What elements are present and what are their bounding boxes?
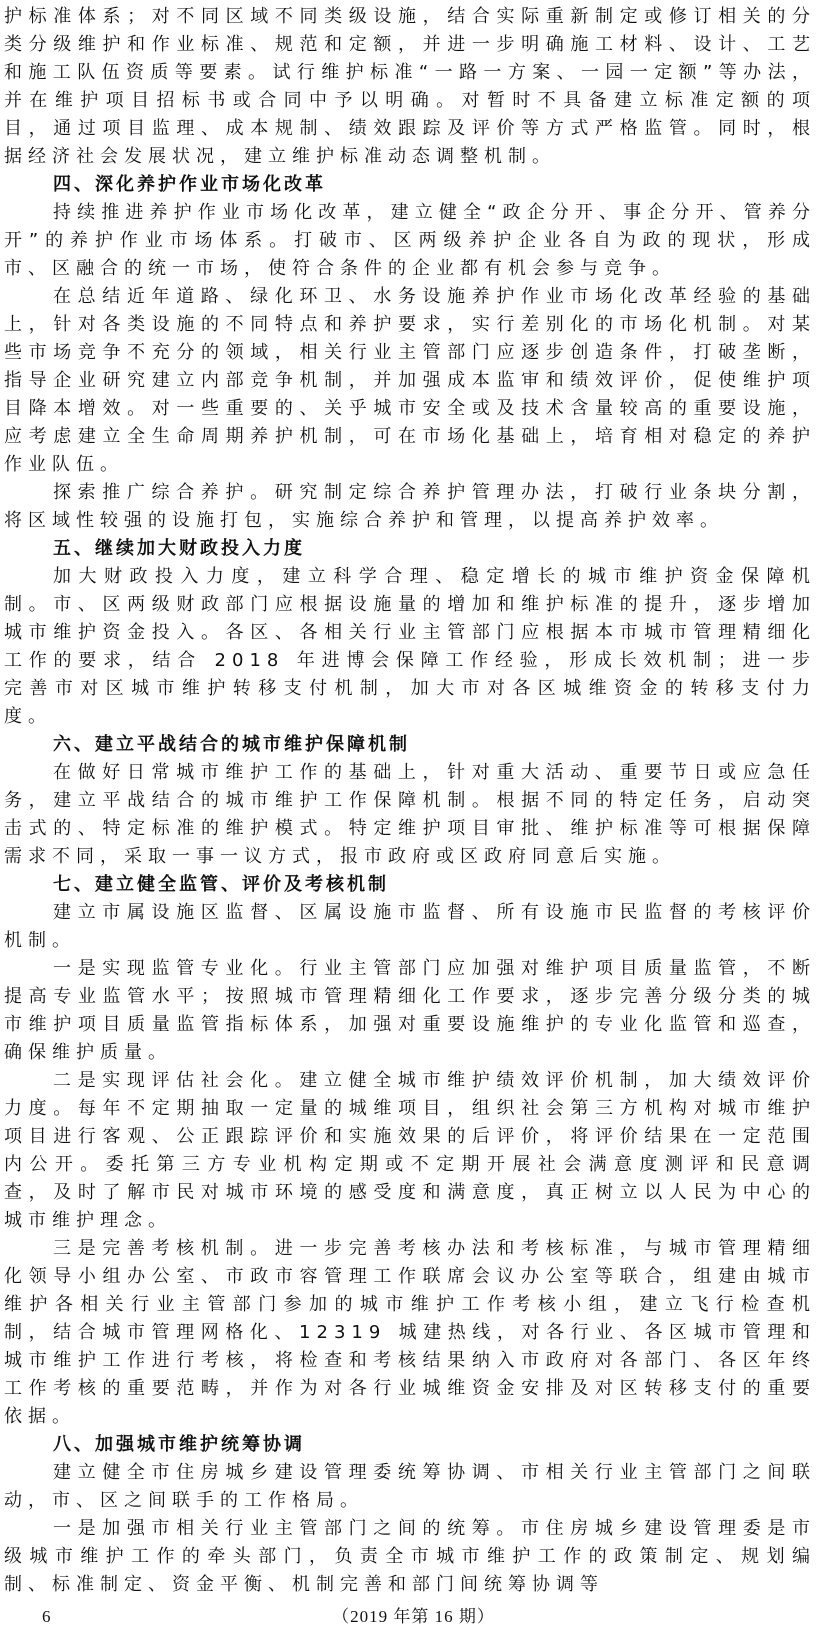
paragraph: 在做好日常城市维护工作的基础上，针对重大活动、重要节日或应急任务，建立平战结合的城市维护工作保障机制。根据不同的特定任务，启动突击式的、特定标准的维护模式。特定维护项目审批、维护标准等可根据保障需求不同，采取一事一议方式，报市政府或区政府同意后实施。 — [4, 762, 816, 867]
section-heading: 五、继续加大财政投入力度 — [53, 538, 305, 559]
section-heading: 四、深化养护作业市场化改革 — [53, 174, 326, 195]
page-footer — [0, 1605, 827, 1633]
section-heading: 六、建立平战结合的城市维护保障机制 — [53, 734, 410, 755]
paragraph: 一是加强市相关行业主管部门之间的统筹。市住房城乡建设管理委是市级城市维护工作的牵头部门，负责全市城市维护工作的政策制定、规划编制、标准制定、资金平衡、机制完善和部门间统筹协调等 — [4, 1518, 816, 1595]
issue-label: （2019 年第 16 期） — [332, 1607, 495, 1626]
paragraph: 探索推广综合养护。研究制定综合养护管理办法，打破行业条块分割，将区域性较强的设施打包，实施综合养护和管理，以提高养护效率。 — [4, 482, 816, 531]
paragraph: 在总结近年道路、绿化环卫、水务设施养护作业市场化改革经验的基础上，针对各类设施的不同特点和养护要求，实行差别化的市场化机制。对某些市场竞争不充分的领域，相关行业主管部门应逐步创造条件，打破垄断，指导企业研究建立内部竞争机制，并加强成本监审和绩效评价，促使维护项目降本增效。对一些重要的、关乎城市安全或及技术含量较高的重要设施，应考虑建立全生命周期养护机制，可在市场化基础上，培育相对稳定的养护作业队伍。 — [4, 286, 816, 475]
paragraph: 建立健全市住房城乡建设管理委统筹协调、市相关行业主管部门之间联动，市、区之间联手的工作格局。 — [4, 1462, 816, 1511]
paragraph: 三是完善考核机制。进一步完善考核办法和考核标准，与城市管理精细化领导小组办公室、市政市容管理工作联席会议办公室等联合，组建由城市维护各相关行业主管部门参加的城市维护工作考核小组，建立飞行检查机制，结合城市管理网格化、12319 城建热线，对各行业、各区城市管理和城市维护工作进行考核，将检查和考核结果纳入市政府对各部门、各区年终工作考核的重要范畴，并作为对各行业城维资金安排及对区转移支付的重要依据。 — [4, 1238, 816, 1427]
document-body — [4, 0, 816, 1599]
paragraph: 护标准体系；对不同区域不同类级设施，结合实际重新制定或修订相关的分类分级维护和作业标准、规范和定额，并进一步明确施工材料、设计、工艺和施工队伍资质等要素。试行维护标准“一路一方案、一园一定额”等办法，并在维护项目招标书或合同中予以明确。对暂时不具备建立标准定额的项目，通过项目监理、成本规制、绩效跟踪及评价等方式严格监管。同时，根据经济社会发展状况，建立维护标准动态调整机制。 — [4, 6, 816, 167]
section-heading: 七、建立健全监管、评价及考核机制 — [53, 874, 389, 895]
paragraph: 持续推进养护作业市场化改革，建立健全“政企分开、事企分开、管养分开”的养护作业市场体系。打破市、区两级养护企业各自为政的现状，形成市、区融合的统一市场，使符合条件的企业都有机会参与竞争。 — [4, 202, 816, 279]
paragraph: 一是实现监管专业化。行业主管部门应加强对维护项目质量监管，不断提高专业监管水平；按照城市管理精细化工作要求，逐步完善分级分类的城市维护项目质量监管指标体系，加强对重要设施维护的专业化监管和巡查，确保维护质量。 — [4, 958, 816, 1063]
paragraph: 建立市属设施区监督、区属设施市监督、所有设施市民监督的考核评价机制。 — [4, 902, 816, 951]
paragraph: 二是实现评估社会化。建立健全城市维护绩效评价机制，加大绩效评价力度。每年不定期抽取一定量的城维项目，组织社会第三方机构对城市维护项目进行客观、公正跟踪评价和实施效果的后评价，将评价结果在一定范围内公开。委托第三方专业机构定期或不定期开展社会满意度测评和民意调查，及时了解市民对城市环境的感受度和满意度，真正树立以人民为中心的城市维护理念。 — [4, 1070, 816, 1231]
paragraph: 加大财政投入力度，建立科学合理、稳定增长的城市维护资金保障机制。市、区两级财政部门应根据设施量的增加和维护标准的提升，逐步增加城市维护资金投入。各区、各相关行业主管部门应根据本市城市管理精细化工作的要求，结合 2018 年进博会保障工作经验，形成长效机制；进一步完善市对区城市维护转移支付机制，加大市对各区城维资金的转移支付力度。 — [4, 566, 816, 727]
section-heading: 八、加强城市维护统筹协调 — [53, 1434, 305, 1455]
page-number: 6 — [42, 1607, 51, 1626]
